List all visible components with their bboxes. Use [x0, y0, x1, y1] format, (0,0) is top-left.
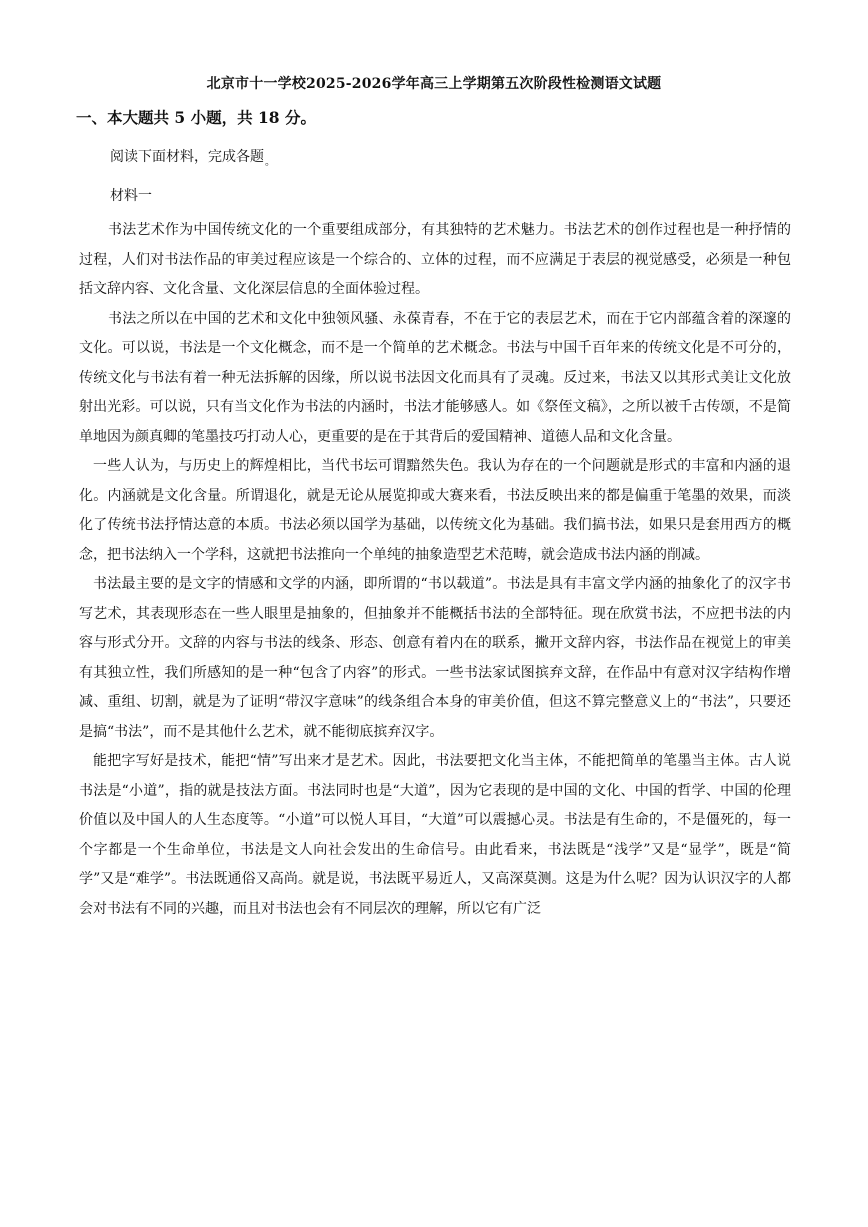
document-title: 北京市十一学校2025-2026学年高三上学期第五次阶段性检测语文试题	[206, 76, 662, 92]
material-body	[79, 216, 791, 924]
paragraph-1: 书法艺术作为中国传统文化的一个重要组成部分，有其独特的艺术魅力。书法艺术的创作过程也是一种抒情的过程，人们对书法作品的审美过程应该是一个综合的、立体的过程，而不应满足于表层的视觉感受，必须是一种包括文辞内容、文化含量、文化深层信息的全面体验过程。	[79, 222, 791, 297]
paragraph-2: 书法之所以在中国的艺术和文化中独领风骚、永葆青春，不在于它的表层艺术，而在于它内部蕴含着的深邃的文化。可以说，书法是一个文化概念，而不是一个简单的艺术概念。书法与中国千百年来的传统文化是不可分的，传统文化与书法有着一种无法拆解的因缘，所以说书法因文化而具有了灵魂。反过来，书法又以其形式美让文化放射出光彩。可以说，只有当文化作为书法的内涵时，书法才能够感人。如《祭侄文稿》，之所以被千古传颂，不是简单地因为颜真卿的笔墨技巧打动人心，更重要的是在于其背后的爱国精神、道德人品和文化含量。	[79, 310, 791, 445]
material-label: 材料一	[110, 188, 152, 204]
instruction-text: 阅读下面材料，完成各题	[110, 149, 264, 165]
paragraph-4: 书法最主要的是文字的情感和文学的内涵，即所谓的“书以载道”。书法是具有丰富文学内涵的抽象化了的汉字书写艺术，其表现形态在一些人眼里是抽象的，但抽象并不能概括书法的全部特征。现在欣赏书法，不应把书法的内容与形式分开。文辞的内容与书法的线条、形态、创意有着内在的联系，撇开文辞内容，书法作品在视觉上的审美有其独立性，我们所感知的是一种“包含了内容”的形式。一些书法家试图摈弃文辞，在作品中有意对汉字结构作增减、重组、切割，就是为了证明“带汉字意味”的线条组合本身的审美价值，但这不算完整意义上的“书法”，只要还是搞“书法”，而不是其他什么艺术，就不能彻底摈弃汉字。	[79, 576, 791, 740]
reading-instruction	[110, 146, 275, 168]
paragraph-5: 能把字写好是技术，能把“情”写出来才是艺术。因此，书法要把文化当主体，不能把简单的笔墨当主体。古人说书法是“小道”，指的就是技法方面。书法同时也是“大道”，因为它表现的是中国的文化、中国的哲学、中国的伦理价值以及中国人的人生态度等。“小道”可以悦人耳目，“大道”可以震撼心灵。书法是有生命的，不是僵死的，每一个字都是一个生命单位，书法是文人向社会发出的生命信号。由此看来，书法既是“浅学”又是“显学”，既是“简学”又是“难学”。书法既通俗又高尚。就是说，书法既平易近人，又高深莫测。这是为什么呢？因为认识汉字的人都会对书法有不同的兴趣，而且对书法也会有不同层次的理解，所以它有广泛	[79, 753, 791, 917]
paragraph-3: 一些人认为，与历史上的辉煌相比，当代书坛可谓黯然失色。我认为存在的一个问题就是形式的丰富和内涵的退化。内涵就是文化含量。所谓退化，就是无论从展览抑或大赛来看，书法反映出来的都是偏重于笔墨的效果，而淡化了传统书法抒情达意的本质。书法必须以国学为基础，以传统文化为基础。我们搞书法，如果只是套用西方的概念，把书法纳入一个学科，这就把书法推向一个单纯的抽象造型艺术范畴，就会造成书法内涵的削减。	[79, 458, 791, 563]
instruction-mark: 。	[265, 157, 275, 168]
section-heading: 一、本大题共 5 小题，共 18 分。	[76, 108, 316, 127]
